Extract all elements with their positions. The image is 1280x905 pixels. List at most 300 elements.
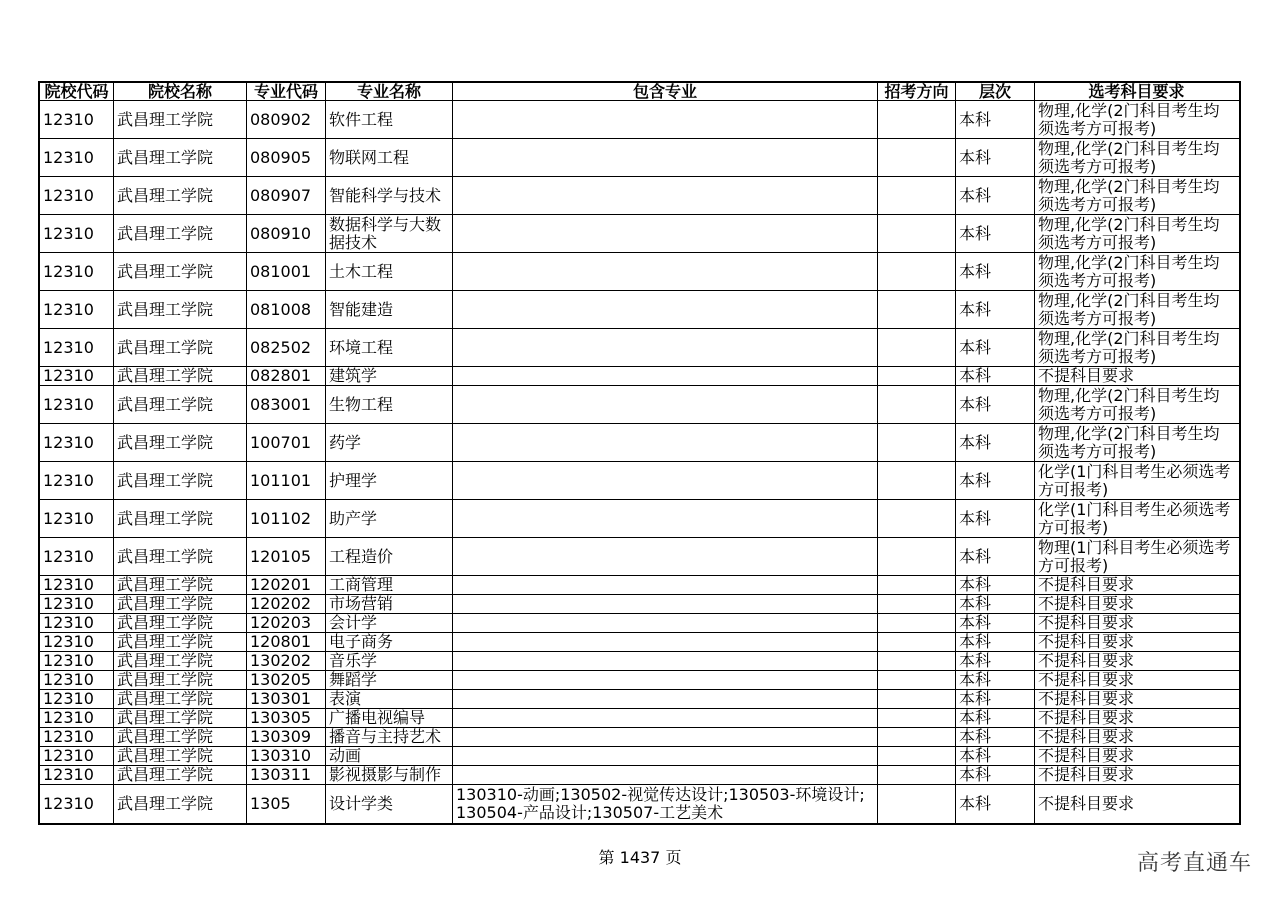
cell-school-name xyxy=(114,215,247,252)
major-name-text: 软件工程 xyxy=(329,110,394,129)
school-name-text: 武昌理工学院 xyxy=(117,766,214,784)
major-name-text: 药学 xyxy=(329,433,362,452)
major-code-text: 130202 xyxy=(250,652,312,670)
major-code-text: 101102 xyxy=(250,509,312,528)
major-code-text: 130205 xyxy=(250,671,312,689)
major-name-text: 智能建造 xyxy=(329,300,394,319)
cell-school-code xyxy=(40,253,114,290)
school-code-text: 12310 xyxy=(43,709,94,727)
school-code-text: 12310 xyxy=(43,795,94,813)
cell-included-majors xyxy=(453,462,878,499)
school-code-text: 12310 xyxy=(43,690,94,708)
header-subject-requirement-text: 选考科目要求 xyxy=(1088,83,1185,100)
cell-school-code xyxy=(40,747,114,765)
cell-subject-requirement xyxy=(1035,614,1239,632)
cell-major-name xyxy=(326,766,453,784)
cell-school-name xyxy=(114,595,247,613)
cell-included-majors xyxy=(453,633,878,651)
subject-requirement-text: 不提科目要求 xyxy=(1038,652,1135,670)
cell-major-name xyxy=(326,614,453,632)
school-code-text: 12310 xyxy=(43,509,94,528)
table-row xyxy=(40,329,1239,367)
subject-requirement-text: 不提科目要求 xyxy=(1038,576,1135,594)
table-row xyxy=(40,215,1239,253)
major-name-text: 数据科学与大数据技术 xyxy=(329,215,442,252)
level-text: 本科 xyxy=(959,728,992,746)
cell-included-majors xyxy=(453,671,878,689)
school-name-text: 武昌理工学院 xyxy=(117,433,214,452)
major-name-text: 电子商务 xyxy=(329,633,394,651)
major-name-text: 护理学 xyxy=(329,471,378,490)
cell-level xyxy=(956,576,1035,594)
cell-school-code xyxy=(40,633,114,651)
major-code-text: 130309 xyxy=(250,728,312,746)
cell-major-name xyxy=(326,329,453,366)
cell-major-code xyxy=(247,595,326,613)
school-code-text: 12310 xyxy=(43,300,94,319)
table-row xyxy=(40,671,1239,690)
cell-major-name xyxy=(326,709,453,727)
major-code-text: 120201 xyxy=(250,576,312,594)
cell-subject-requirement xyxy=(1035,785,1239,823)
cell-school-name xyxy=(114,424,247,461)
cell-major-code xyxy=(247,139,326,176)
school-name-text: 武昌理工学院 xyxy=(117,148,214,167)
cell-school-code xyxy=(40,291,114,328)
cell-included-majors xyxy=(453,595,878,613)
cell-school-code xyxy=(40,766,114,784)
cell-included-majors xyxy=(453,177,878,214)
cell-school-code xyxy=(40,386,114,423)
header-school-name xyxy=(114,83,247,100)
school-name-text: 武昌理工学院 xyxy=(117,614,214,632)
major-name-text: 音乐学 xyxy=(329,652,378,670)
level-text: 本科 xyxy=(959,595,992,613)
cell-included-majors xyxy=(453,747,878,765)
cell-school-name xyxy=(114,785,247,823)
cell-subject-requirement xyxy=(1035,291,1239,328)
header-level-text: 层次 xyxy=(978,83,1011,100)
school-code-text: 12310 xyxy=(43,471,94,490)
cell-included-majors xyxy=(453,101,878,138)
subject-requirement-text: 不提科目要求 xyxy=(1038,747,1135,765)
cell-level xyxy=(956,538,1035,575)
cell-direction xyxy=(878,291,956,328)
school-code-text: 12310 xyxy=(43,433,94,452)
cell-school-code xyxy=(40,652,114,670)
cell-school-name xyxy=(114,576,247,594)
level-text: 本科 xyxy=(959,471,992,490)
cell-major-name xyxy=(326,500,453,537)
level-text: 本科 xyxy=(959,110,992,129)
major-name-text: 物联网工程 xyxy=(329,148,410,167)
cell-major-code xyxy=(247,215,326,252)
school-name-text: 武昌理工学院 xyxy=(117,262,214,281)
school-name-text: 武昌理工学院 xyxy=(117,395,214,414)
school-code-text: 12310 xyxy=(43,148,94,167)
subject-requirement-text: 不提科目要求 xyxy=(1038,595,1135,613)
cell-included-majors xyxy=(453,500,878,537)
cell-major-code xyxy=(247,728,326,746)
cell-major-name xyxy=(326,215,453,252)
level-text: 本科 xyxy=(959,300,992,319)
level-text: 本科 xyxy=(959,633,992,651)
cell-major-name xyxy=(326,177,453,214)
table-row xyxy=(40,139,1239,177)
table-row xyxy=(40,253,1239,291)
cell-level xyxy=(956,253,1035,290)
cell-subject-requirement xyxy=(1035,177,1239,214)
header-major-code xyxy=(247,83,326,100)
cell-school-name xyxy=(114,671,247,689)
cell-major-name xyxy=(326,595,453,613)
major-name-text: 播音与主持艺术 xyxy=(329,728,442,746)
cell-included-majors xyxy=(453,424,878,461)
cell-school-name xyxy=(114,709,247,727)
cell-school-name xyxy=(114,652,247,670)
major-code-text: 081001 xyxy=(250,262,312,281)
cell-school-code xyxy=(40,177,114,214)
level-text: 本科 xyxy=(959,795,992,813)
cell-major-code xyxy=(247,101,326,138)
cell-school-code xyxy=(40,424,114,461)
major-name-text: 广播电视编导 xyxy=(329,709,426,727)
cell-subject-requirement xyxy=(1035,462,1239,499)
level-text: 本科 xyxy=(959,576,992,594)
school-name-text: 武昌理工学院 xyxy=(117,110,214,129)
cell-school-code xyxy=(40,595,114,613)
cell-school-code xyxy=(40,709,114,727)
cell-subject-requirement xyxy=(1035,671,1239,689)
cell-major-code xyxy=(247,253,326,290)
major-name-text: 智能科学与技术 xyxy=(329,186,442,205)
cell-major-name xyxy=(326,633,453,651)
cell-major-name xyxy=(326,690,453,708)
major-code-text: 120202 xyxy=(250,595,312,613)
cell-school-code xyxy=(40,576,114,594)
cell-school-code xyxy=(40,671,114,689)
cell-school-name xyxy=(114,139,247,176)
cell-school-name xyxy=(114,291,247,328)
table-row xyxy=(40,424,1239,462)
admission-plan-table xyxy=(38,81,1241,825)
table-row xyxy=(40,728,1239,747)
cell-major-name xyxy=(326,386,453,423)
cell-direction xyxy=(878,709,956,727)
school-code-text: 12310 xyxy=(43,395,94,414)
school-name-text: 武昌理工学院 xyxy=(117,595,214,613)
cell-major-name xyxy=(326,462,453,499)
cell-direction xyxy=(878,139,956,176)
level-text: 本科 xyxy=(959,709,992,727)
cell-major-code xyxy=(247,462,326,499)
table-row xyxy=(40,500,1239,538)
cell-subject-requirement xyxy=(1035,690,1239,708)
major-name-text: 助产学 xyxy=(329,509,378,528)
cell-major-name xyxy=(326,139,453,176)
level-text: 本科 xyxy=(959,766,992,784)
cell-major-code xyxy=(247,291,326,328)
cell-school-name xyxy=(114,500,247,537)
major-code-text: 130305 xyxy=(250,709,312,727)
school-code-text: 12310 xyxy=(43,338,94,357)
level-text: 本科 xyxy=(959,395,992,414)
table-row xyxy=(40,766,1239,785)
subject-requirement-text: 不提科目要求 xyxy=(1038,766,1135,784)
major-code-text: 130311 xyxy=(250,766,312,784)
header-direction-text: 招考方向 xyxy=(884,83,949,100)
subject-requirement-text: 物理,化学(2门科目考生均须选考方可报考) xyxy=(1038,424,1220,461)
subject-requirement-text: 不提科目要求 xyxy=(1038,709,1135,727)
school-code-text: 12310 xyxy=(43,110,94,129)
subject-requirement-text: 不提科目要求 xyxy=(1038,633,1135,651)
major-code-text: 120203 xyxy=(250,614,312,632)
level-text: 本科 xyxy=(959,262,992,281)
cell-school-code xyxy=(40,500,114,537)
cell-school-name xyxy=(114,253,247,290)
cell-major-code xyxy=(247,671,326,689)
cell-school-code xyxy=(40,139,114,176)
subject-requirement-text: 物理,化学(2门科目考生均须选考方可报考) xyxy=(1038,386,1220,423)
level-text: 本科 xyxy=(959,671,992,689)
subject-requirement-text: 物理,化学(2门科目考生均须选考方可报考) xyxy=(1038,215,1220,252)
cell-major-name xyxy=(326,367,453,385)
cell-school-name xyxy=(114,538,247,575)
school-code-text: 12310 xyxy=(43,186,94,205)
school-name-text: 武昌理工学院 xyxy=(117,652,214,670)
subject-requirement-text: 物理,化学(2门科目考生均须选考方可报考) xyxy=(1038,291,1220,328)
major-code-text: 120801 xyxy=(250,633,312,651)
cell-direction xyxy=(878,633,956,651)
cell-direction xyxy=(878,424,956,461)
cell-level xyxy=(956,671,1035,689)
cell-school-name xyxy=(114,386,247,423)
cell-school-name xyxy=(114,747,247,765)
cell-included-majors xyxy=(453,329,878,366)
level-text: 本科 xyxy=(959,652,992,670)
level-text: 本科 xyxy=(959,690,992,708)
school-name-text: 武昌理工学院 xyxy=(117,471,214,490)
page-number: 第 1437 页 xyxy=(598,848,682,867)
major-code-text: 080902 xyxy=(250,110,312,129)
subject-requirement-text: 物理,化学(2门科目考生均须选考方可报考) xyxy=(1038,329,1220,366)
cell-included-majors xyxy=(453,291,878,328)
cell-level xyxy=(956,595,1035,613)
included-majors-text: 130310-动画;130502-视觉传达设计;130503-环境设计;130504-产品设计;130507-工艺美术 xyxy=(456,786,865,822)
school-name-text: 武昌理工学院 xyxy=(117,300,214,319)
cell-included-majors xyxy=(453,576,878,594)
cell-level xyxy=(956,139,1035,176)
cell-level xyxy=(956,785,1035,823)
cell-school-name xyxy=(114,462,247,499)
header-subject-requirement xyxy=(1035,83,1239,100)
subject-requirement-text: 不提科目要求 xyxy=(1038,367,1135,385)
cell-major-code xyxy=(247,177,326,214)
level-text: 本科 xyxy=(959,547,992,566)
major-name-text: 环境工程 xyxy=(329,338,394,357)
cell-school-code xyxy=(40,690,114,708)
cell-school-name xyxy=(114,101,247,138)
cell-included-majors xyxy=(453,386,878,423)
header-included-majors xyxy=(453,83,878,100)
school-code-text: 12310 xyxy=(43,633,94,651)
cell-level xyxy=(956,329,1035,366)
cell-subject-requirement xyxy=(1035,329,1239,366)
school-name-text: 武昌理工学院 xyxy=(117,728,214,746)
cell-direction xyxy=(878,766,956,784)
major-code-text: 082502 xyxy=(250,338,312,357)
cell-direction xyxy=(878,386,956,423)
level-text: 本科 xyxy=(959,747,992,765)
header-school-code-text: 院校代码 xyxy=(44,83,109,100)
cell-major-code xyxy=(247,500,326,537)
cell-level xyxy=(956,709,1035,727)
major-code-text: 101101 xyxy=(250,471,312,490)
cell-subject-requirement xyxy=(1035,766,1239,784)
cell-level xyxy=(956,291,1035,328)
major-code-text: 130301 xyxy=(250,690,312,708)
school-code-text: 12310 xyxy=(43,547,94,566)
subject-requirement-text: 物理,化学(2门科目考生均须选考方可报考) xyxy=(1038,253,1220,290)
header-school-name-text: 院校名称 xyxy=(147,83,212,100)
cell-school-code xyxy=(40,367,114,385)
cell-major-name xyxy=(326,424,453,461)
major-name-text: 工商管理 xyxy=(329,576,394,594)
major-name-text: 市场营销 xyxy=(329,595,394,613)
school-code-text: 12310 xyxy=(43,747,94,765)
table-row xyxy=(40,633,1239,652)
major-name-text: 动画 xyxy=(329,747,362,765)
watermark: 高考直通车 xyxy=(1136,851,1252,876)
subject-requirement-text: 不提科目要求 xyxy=(1038,690,1135,708)
cell-direction xyxy=(878,728,956,746)
major-name-text: 生物工程 xyxy=(329,395,394,414)
level-text: 本科 xyxy=(959,509,992,528)
level-text: 本科 xyxy=(959,338,992,357)
cell-major-code xyxy=(247,614,326,632)
cell-school-name xyxy=(114,766,247,784)
school-name-text: 武昌理工学院 xyxy=(117,186,214,205)
header-level xyxy=(956,83,1035,100)
cell-subject-requirement xyxy=(1035,101,1239,138)
major-code-text: 080910 xyxy=(250,224,312,243)
cell-school-name xyxy=(114,728,247,746)
table-row xyxy=(40,367,1239,386)
cell-school-name xyxy=(114,177,247,214)
school-name-text: 武昌理工学院 xyxy=(117,367,214,385)
cell-included-majors xyxy=(453,766,878,784)
school-code-text: 12310 xyxy=(43,367,94,385)
cell-included-majors xyxy=(453,253,878,290)
major-name-text: 工程造价 xyxy=(329,547,394,566)
cell-included-majors xyxy=(453,785,878,823)
level-text: 本科 xyxy=(959,186,992,205)
cell-subject-requirement xyxy=(1035,652,1239,670)
table-row xyxy=(40,101,1239,139)
table-header-row xyxy=(40,83,1239,101)
cell-major-name xyxy=(326,538,453,575)
header-major-name xyxy=(326,83,453,100)
school-name-text: 武昌理工学院 xyxy=(117,795,214,813)
header-included-majors-text: 包含专业 xyxy=(632,83,697,100)
cell-major-code xyxy=(247,329,326,366)
cell-included-majors xyxy=(453,215,878,252)
school-name-text: 武昌理工学院 xyxy=(117,576,214,594)
major-code-text: 100701 xyxy=(250,433,312,452)
table-row xyxy=(40,177,1239,215)
cell-school-name xyxy=(114,690,247,708)
major-name-text: 土木工程 xyxy=(329,262,394,281)
cell-included-majors xyxy=(453,538,878,575)
cell-subject-requirement xyxy=(1035,576,1239,594)
major-name-text: 表演 xyxy=(329,690,362,708)
cell-subject-requirement xyxy=(1035,500,1239,537)
header-major-name-text: 专业名称 xyxy=(356,83,421,100)
cell-subject-requirement xyxy=(1035,386,1239,423)
major-code-text: 083001 xyxy=(250,395,312,414)
level-text: 本科 xyxy=(959,367,992,385)
school-code-text: 12310 xyxy=(43,576,94,594)
cell-major-code xyxy=(247,766,326,784)
subject-requirement-text: 物理,化学(2门科目考生均须选考方可报考) xyxy=(1038,139,1220,176)
cell-major-name xyxy=(326,101,453,138)
major-code-text: 080907 xyxy=(250,186,312,205)
major-code-text: 081008 xyxy=(250,300,312,319)
cell-level xyxy=(956,101,1035,138)
cell-subject-requirement xyxy=(1035,538,1239,575)
cell-school-code xyxy=(40,101,114,138)
cell-major-name xyxy=(326,291,453,328)
cell-school-code xyxy=(40,215,114,252)
cell-direction xyxy=(878,253,956,290)
school-name-text: 武昌理工学院 xyxy=(117,338,214,357)
cell-level xyxy=(956,766,1035,784)
cell-direction xyxy=(878,538,956,575)
school-name-text: 武昌理工学院 xyxy=(117,633,214,651)
header-major-code-text: 专业代码 xyxy=(253,83,318,100)
cell-major-name xyxy=(326,728,453,746)
school-code-text: 12310 xyxy=(43,652,94,670)
cell-level xyxy=(956,367,1035,385)
cell-subject-requirement xyxy=(1035,747,1239,765)
cell-school-name xyxy=(114,367,247,385)
school-name-text: 武昌理工学院 xyxy=(117,671,214,689)
school-name-text: 武昌理工学院 xyxy=(117,547,214,566)
cell-major-code xyxy=(247,709,326,727)
subject-requirement-text: 物理,化学(2门科目考生均须选考方可报考) xyxy=(1038,177,1220,214)
cell-major-name xyxy=(326,671,453,689)
cell-major-name xyxy=(326,747,453,765)
cell-direction xyxy=(878,101,956,138)
cell-direction xyxy=(878,652,956,670)
cell-school-code xyxy=(40,785,114,823)
cell-major-code xyxy=(247,386,326,423)
subject-requirement-text: 物理(1门科目考生必须选考方可报考) xyxy=(1038,538,1231,575)
cell-major-code xyxy=(247,690,326,708)
level-text: 本科 xyxy=(959,614,992,632)
cell-level xyxy=(956,215,1035,252)
school-name-text: 武昌理工学院 xyxy=(117,690,214,708)
school-name-text: 武昌理工学院 xyxy=(117,747,214,765)
cell-subject-requirement xyxy=(1035,424,1239,461)
cell-subject-requirement xyxy=(1035,633,1239,651)
table-row xyxy=(40,386,1239,424)
cell-subject-requirement xyxy=(1035,709,1239,727)
cell-school-code xyxy=(40,728,114,746)
cell-major-name xyxy=(326,652,453,670)
cell-level xyxy=(956,614,1035,632)
cell-level xyxy=(956,747,1035,765)
